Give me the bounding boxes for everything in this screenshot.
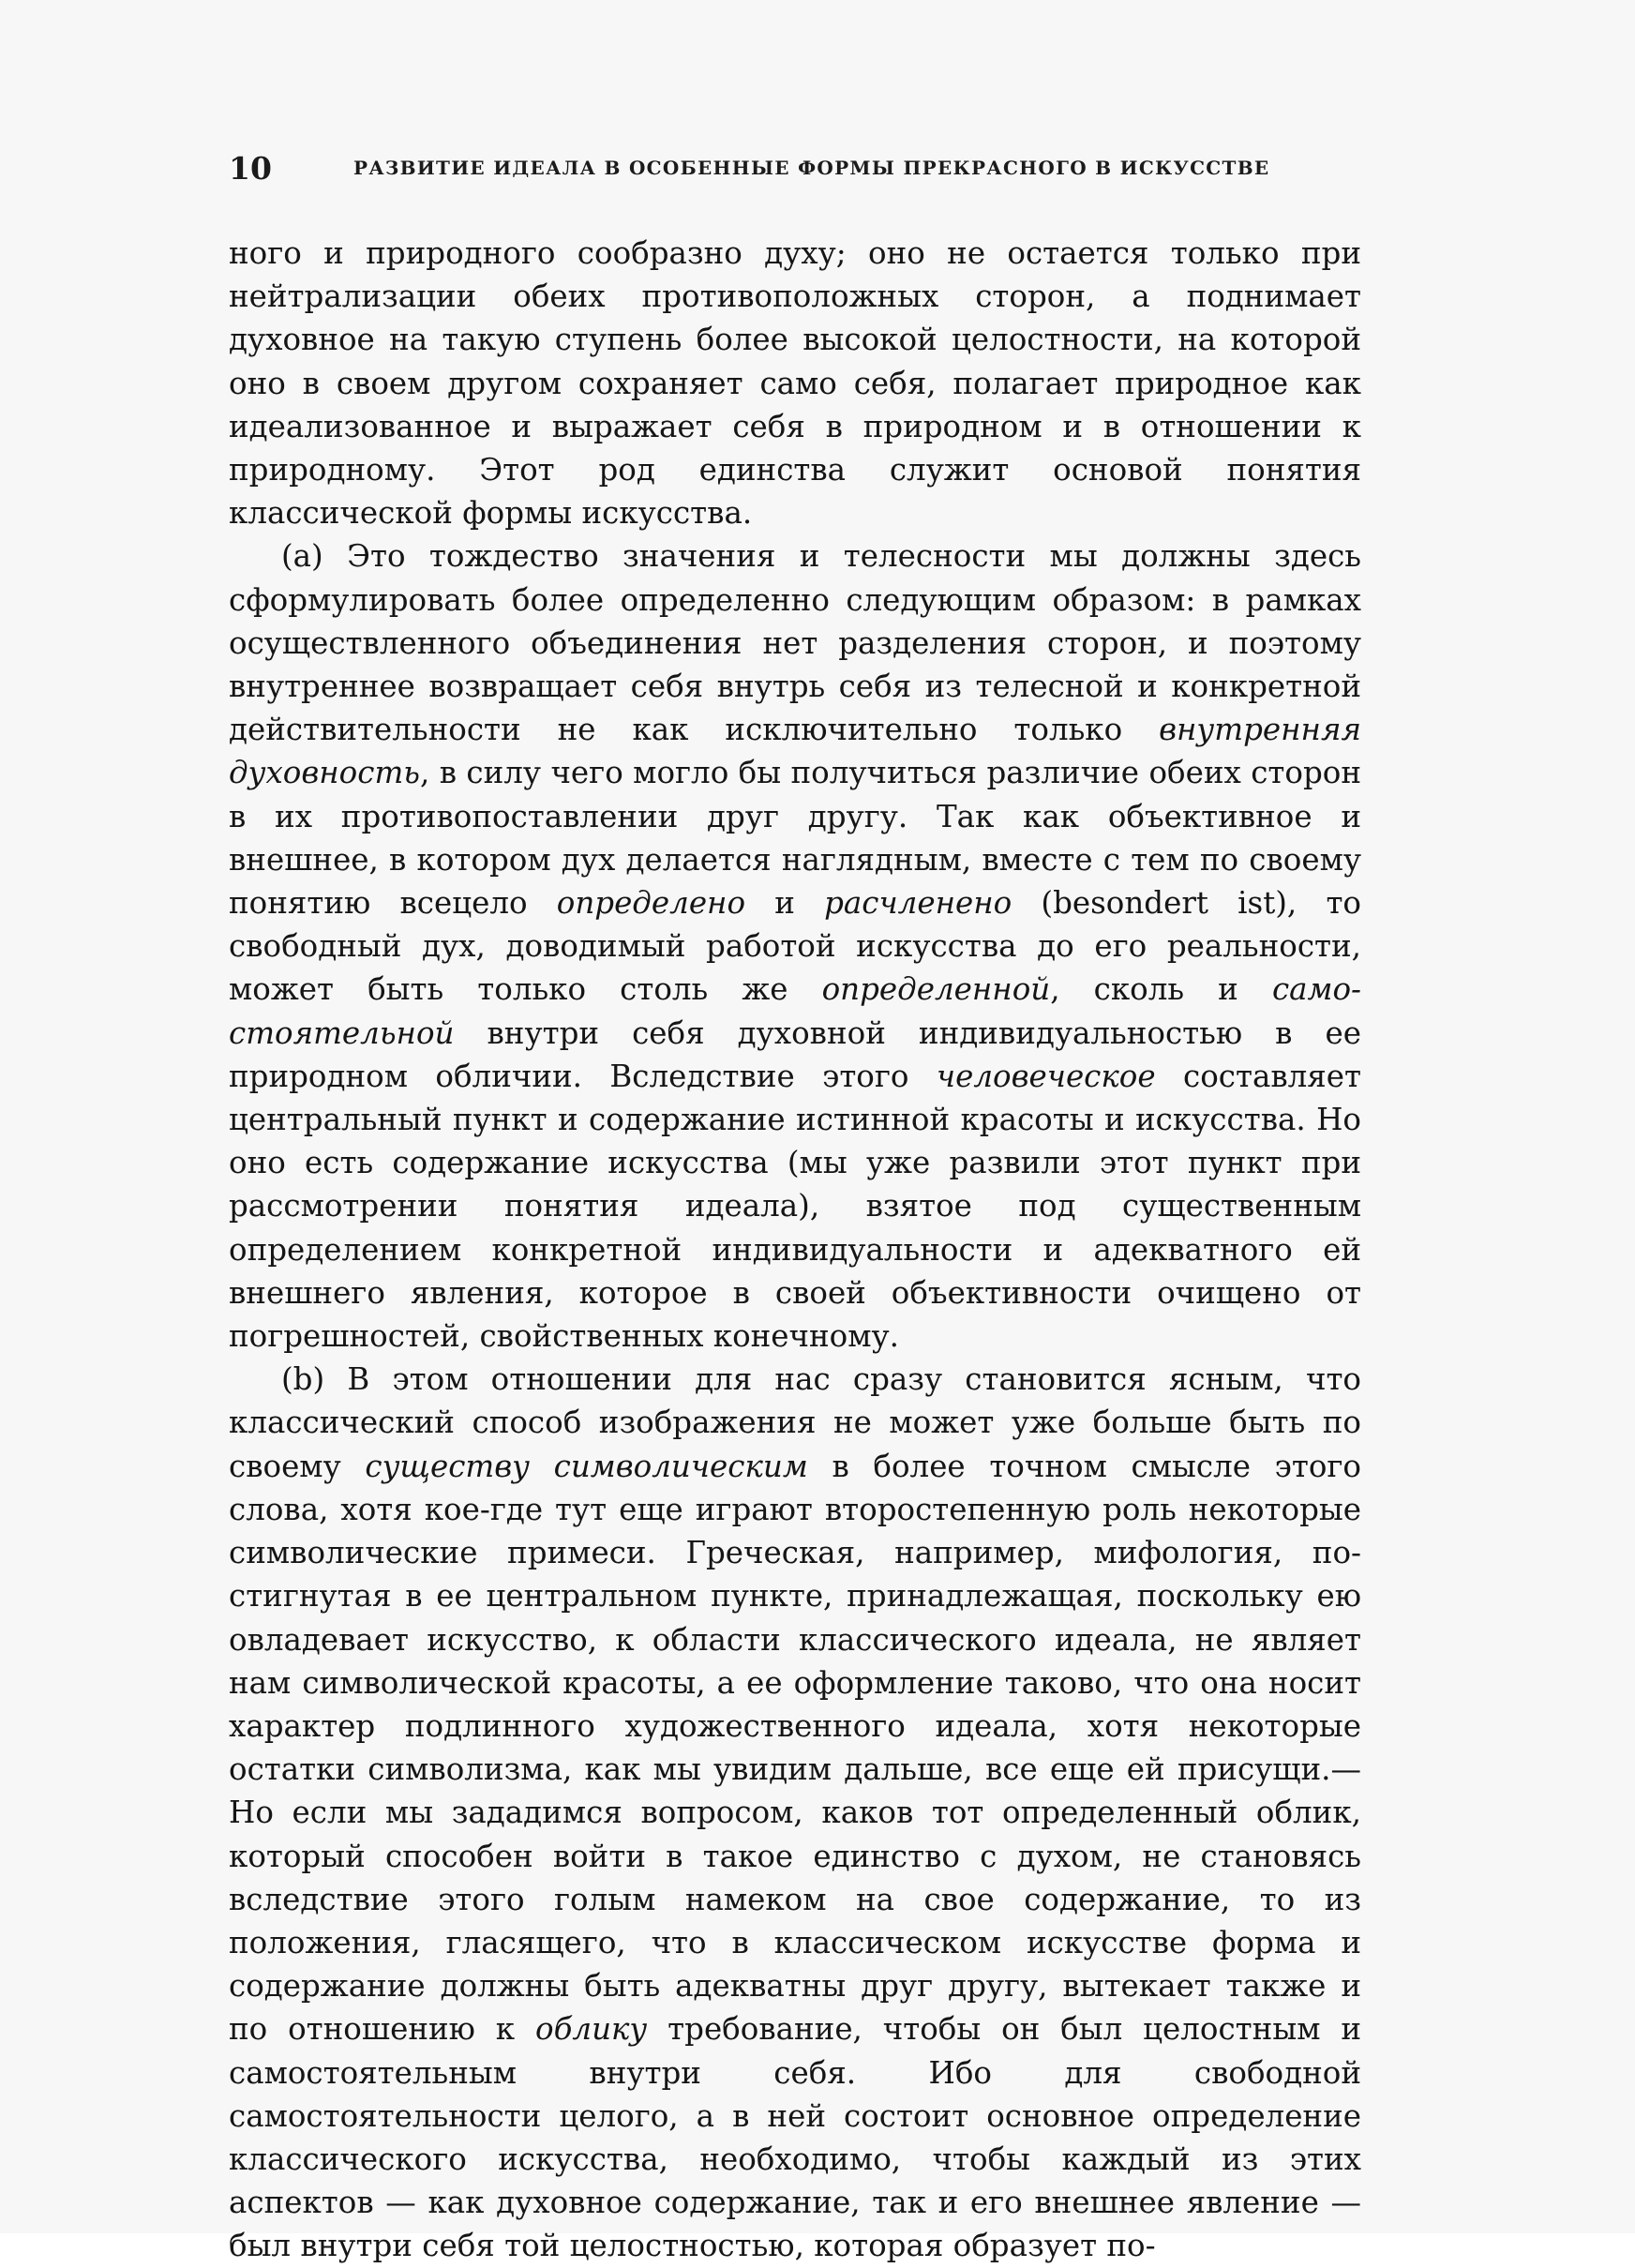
text-run: внутри себя духовной индивидуальностью в ее природном обличии. Вследствие этого <box>229 1014 1361 1094</box>
italic-phrase: самостоятельной <box>229 971 1362 1051</box>
body-text <box>229 232 1361 2268</box>
italic-phrase: расчленено <box>824 885 1012 922</box>
text-run: составляет центральный пункт и содержание истинной красоты и искусства. Но оно есть содержание искусства (мы уже развили этот пункт при рассмотрении понятия идеала), взятое под существенным определением конкретной индивидуальности и адекватного ей внешнего явления, которое в своей объективности очищено от погрешностей, свойственных конечному. <box>229 1058 1361 1355</box>
text-run: в более точном смысле этого слова, хотя кое-где тут еще играют второстепенную роль некоторые символические примеси. Греческая, например, мифология, постигнутая в ее центральном пункте, принадлежащая, поскольку ею овладевает искусство, к области классического идеала, не являет нам символической красоты, а ее оформление таково, что она носит характер подлинного художественного идеала, хотя некоторые остатки символизма, как мы увидим дальше, все еще ей присущи.—Но если мы зададимся вопросом, каков тот определенный облик, который способен войти в такое единство с духом, не становясь вследствие этого голым намеком на свое содержание, то из положения, гласящего, что в классическом искусстве форма и содержание должны быть адекватны друг другу, вытекает также и по отношению к <box>229 1448 1361 2048</box>
paragraph <box>229 232 1361 534</box>
italic-phrase: существу символическим <box>365 1448 808 1484</box>
text-run: и <box>745 885 825 922</box>
text-run: (b) В этом отношении для нас сразу становится ясным, что классический способ изображения не может уже больше быть по своему <box>229 1361 1361 1484</box>
text-run: ного и природного сообразно духу; оно не остается только при нейтрализации обеих противоположных сторон, а поднимает духовное на такую ступень более высокой целостности, на которой оно в своем другом сохраняет само себя, полагает природное как идеализованное и выражает себя в природном и в отношении к природному. Этот род единства служит основой понятия классической формы искусства. <box>229 235 1361 532</box>
page-header <box>229 150 1361 193</box>
italic-phrase: внутренняя духовность <box>229 712 1361 791</box>
text-run: , сколь и <box>1050 971 1272 1008</box>
paragraph <box>229 534 1361 1358</box>
page-number: 10 <box>229 150 272 187</box>
text-run: , в силу чего могло бы получиться различие обеих сторон в их противопоставлении друг другу. Так как объективное и внешнее, в котором дух делается наглядным, вместе с тем по своему понятию всецело <box>229 755 1361 922</box>
paragraph <box>229 1358 1361 2267</box>
italic-phrase: определено <box>556 885 746 922</box>
text-run: требование, чтобы он был целостным и самостоятельным внутри себя. Ибо для свободной самостоятельности целого, а в ней состоит основное определение классического искусства, необходимо, чтобы каждый из этих аспектов — как духовное содержание, так и его внешнее явление — был внутри себя той целостностью, которая образует по- <box>229 2011 1362 2264</box>
running-head: РАЗВИТИЕ ИДЕАЛА В ОСОБЕННЫЕ ФОРМЫ ПРЕКРАСНОГО В ИСКУССТВЕ <box>353 157 1270 179</box>
italic-phrase: определенной <box>821 971 1051 1008</box>
italic-phrase: облику <box>535 2011 648 2048</box>
text-run: (besondert ist), то свободный дух, доводимый работой искусства до его реальности, может быть только столь же <box>229 885 1361 1008</box>
italic-phrase: человеческое <box>936 1058 1156 1094</box>
text-run: (а) Это тождество значения и телесности мы должны здесь сформулировать более определенно следующим образом: в рамках осуществленного объединения нет разделения сторон, и поэтому внутреннее возвращает себя внутрь себя из телесной и конкретной действительности не как исключительно только <box>229 538 1361 748</box>
